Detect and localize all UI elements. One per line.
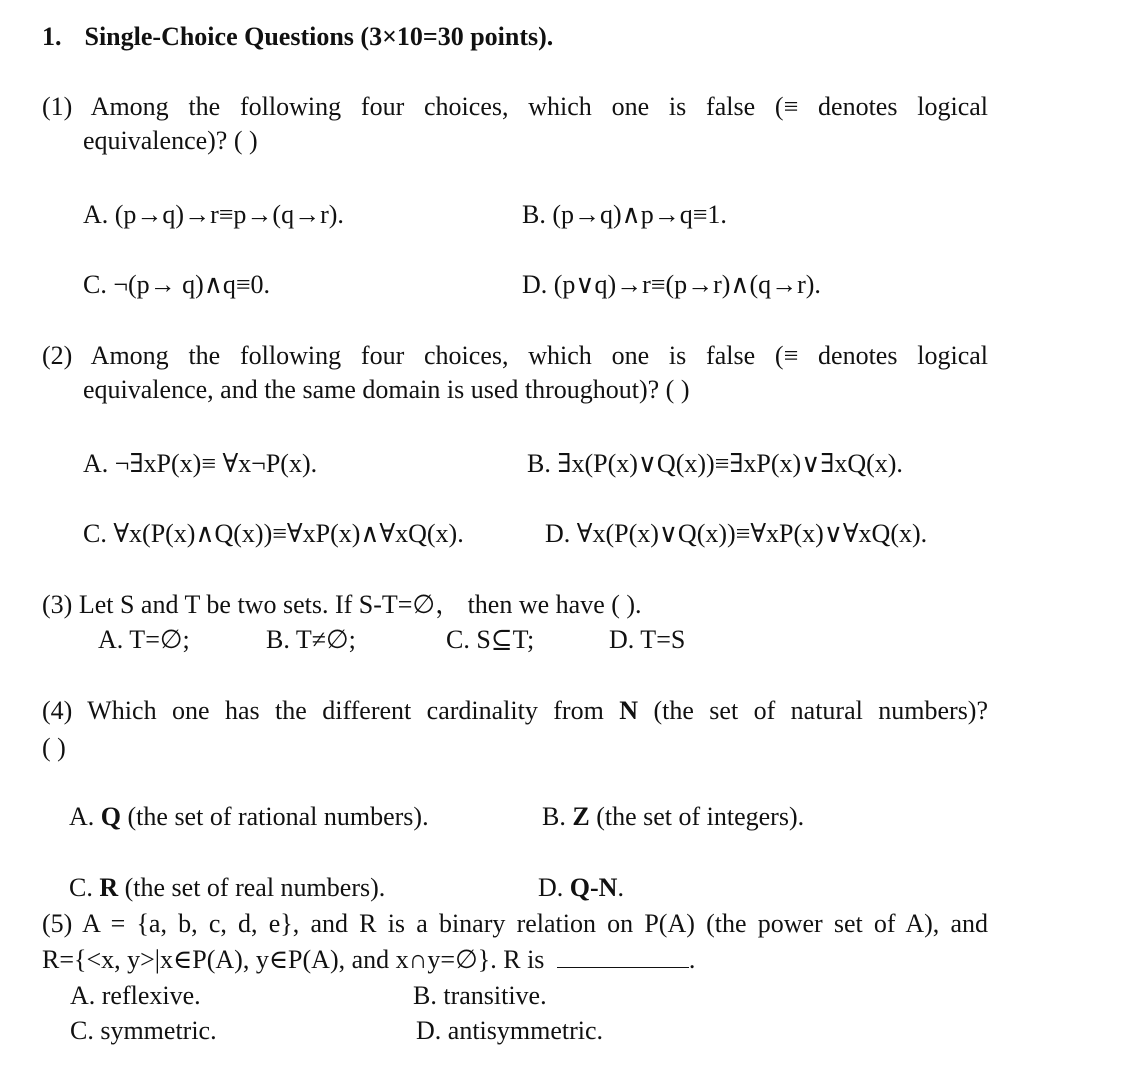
question-4-option-b-text: (the set of integers).	[596, 802, 805, 831]
question-4-option-a	[69, 802, 429, 832]
question-4-option-a-bold: Q	[100, 802, 122, 831]
question-4-option-a-text: (the set of rational numbers).	[127, 802, 429, 831]
question-3-option-b: B. T≠∅;	[266, 625, 356, 654]
question-4-option-c	[69, 873, 385, 903]
question-5-stem-line2	[42, 945, 695, 975]
question-3-option-a: A. T=∅;	[98, 625, 190, 654]
question-4-option-d-prefix: D.	[538, 873, 564, 902]
question-1-stem-line1: (1) Among the following four choices, which one is false (≡ denotes logical	[42, 92, 988, 121]
question-4-option-d	[538, 873, 624, 903]
question-5-stem-line1: (5) A = {a, b, c, d, e}, and R is a binary relation on P(A) (the power set of A), and	[42, 909, 988, 938]
question-4-option-c-prefix: C.	[69, 873, 93, 902]
question-1-option-c: C. ¬(p→ q)∧q≡0.	[83, 270, 271, 299]
question-5-stem-text: R={<x, y>|x∈P(A), y∈P(A), and x∩y=∅}. R is	[42, 945, 545, 974]
question-4-stem-line2: ( )	[42, 733, 66, 762]
question-5-option-c: C. symmetric.	[70, 1016, 217, 1045]
question-5-option-b: B. transitive.	[413, 981, 547, 1010]
question-3-stem: (3) Let S and T be two sets. If S-T=∅， then we have ( ).	[42, 590, 642, 619]
question-4-option-c-text: (the set of real numbers).	[124, 873, 386, 902]
question-2-option-a: A. ¬∃xP(x)≡ ∀x¬P(x).	[83, 449, 318, 478]
section-heading	[42, 22, 553, 52]
question-2-stem-line2: equivalence, and the same domain is used throughout)? ( )	[83, 375, 690, 404]
question-1-stem-line2: equivalence)? ( )	[83, 126, 258, 155]
section-number: 1.	[42, 22, 62, 51]
question-5-stem-end: .	[688, 945, 696, 974]
question-1-option-b: B. (p→q)∧p→q≡1.	[522, 200, 727, 229]
question-3-option-c: C. S⊆T;	[446, 625, 535, 654]
answer-blank[interactable]	[557, 945, 689, 968]
question-4-stem-post: (the set of natural numbers)?	[653, 696, 989, 725]
question-2-option-c: C. ∀x(P(x)∧Q(x))≡∀xP(x)∧∀xQ(x).	[83, 519, 464, 548]
question-4-stem-bold-n: N	[619, 696, 639, 725]
section-title: Single-Choice Questions (3×10=30 points).	[84, 22, 554, 51]
question-4-stem-pre: (4) Which one has the different cardinality from	[42, 696, 604, 725]
question-3-option-d: D. T=S	[609, 625, 686, 654]
question-5-option-d: D. antisymmetric.	[416, 1016, 604, 1045]
question-4-option-b-prefix: B.	[542, 802, 566, 831]
question-4-option-a-prefix: A.	[69, 802, 95, 831]
question-1-option-d: D. (p∨q)→r≡(p→r)∧(q→r).	[522, 270, 821, 299]
question-1-option-a: A. (p→q)→r≡p→(q→r).	[83, 200, 344, 229]
question-4-stem-line1	[42, 696, 988, 726]
question-5-option-a: A. reflexive.	[70, 981, 201, 1010]
question-4-option-c-bold: R	[99, 873, 119, 902]
question-4-option-d-text: .	[617, 873, 624, 902]
question-4-option-b	[542, 802, 804, 832]
question-4-option-d-bold: Q-N	[569, 873, 618, 902]
question-2-option-b: B. ∃x(P(x)∨Q(x))≡∃xP(x)∨∃xQ(x).	[527, 449, 903, 478]
question-2-option-d: D. ∀x(P(x)∨Q(x))≡∀xP(x)∨∀xQ(x).	[545, 519, 928, 548]
question-4-option-b-bold: Z	[572, 802, 590, 831]
question-2-stem-line1: (2) Among the following four choices, which one is false (≡ denotes logical	[42, 341, 988, 370]
